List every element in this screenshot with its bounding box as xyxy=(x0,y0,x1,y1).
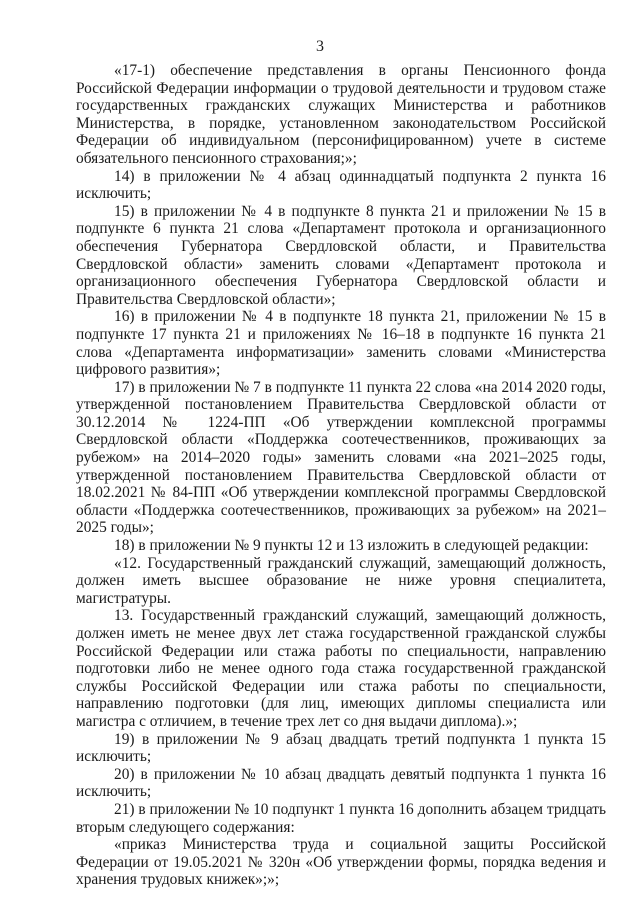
paragraph-20: 20) в приложении № 10 абзац двадцать девятый подпункта 1 пункта 16 исключить; xyxy=(76,765,606,801)
paragraph-14: 14) в приложении № 4 абзац одиннадцатый подпункта 2 пункта 16 исключить; xyxy=(76,167,606,203)
paragraph-21: 21) в приложении № 10 подпункт 1 пункта 16 дополнить абзацем тридцать вторым следующего содержания: xyxy=(76,800,606,836)
paragraph-18: 18) в приложении № 9 пункты 12 и 13 изложить в следующей редакции: xyxy=(114,537,589,555)
paragraph-16: 16) в приложении № 4 в подпункте 18 пункта 21, приложении № 15 в подпункте 17 пункта 21 и приложениях № 16–18 в подпункте 16 пункта 21 слова «Департамента информатизации» заменить словами «Министерства цифрового развития»; xyxy=(76,308,606,379)
paragraph-15: 15) в приложении № 4 в подпункте 8 пункта 21 и приложении № 15 в подпункте 6 пункта 21 слова «Департамент протокола и организационного обеспечения Губернатора Свердловской области, и Правительства Свердловской области» заменить словами «Департамент протокола и организационного обеспечения Губернатора Свердловской области и Правительства Свердловской области»; xyxy=(76,202,606,308)
paragraph-17-1: «17-1) обеспечение представления в органы Пенсионного фонда Российской Федерации информации о трудовой деятельности и трудовом стаже государственных гражданских служащих Министерства и работников Министерства, в порядке, установленном законодательством Российской Федерации об индивидуальном (персонифицированном) учете в системе обязательного пенсионного страхования;»; xyxy=(76,62,606,167)
paragraph-18-item-13: 13. Государственный гражданский служащий, замещающий должность, должен иметь не менее двух лет стажа государственной гражданской службы Российской Федерации или стажа работы по специальности, направлению подготовки либо не менее одного года стажа государственной гражданской службы Российской Федерации или стажа работы по специальности, направлению подготовки (для лиц, имеющих дипломы специалиста или магистра с отличием, в течение трех лет со дня выдачи диплома).»; xyxy=(76,607,606,730)
paragraph-17: 17) в приложении № 7 в подпункте 11 пункта 22 слова «на 2014 2020 годы, утвержденной постановлением Правительства Свердловской области от 30.12.2014 № 1224-ПП «Об утверждении комплексной программы Свердловской области «Поддержка соотечественников, проживающих за рубежом» на 2014–2020 годы» заменить словами «на 2021–2025 годы, утвержденной постановлением Правительства Свердловской области от 18.02.2021 № 84-ПП «Об утверждении комплексной программы Свердловской области «Поддержка соотечественников, проживающих за рубежом» на 2021–2025 годы»; xyxy=(76,378,606,537)
paragraph-21-quote: «приказ Министерства труда и социальной защиты Российской Федерации от 19.05.2021 № 320н «Об утверждении формы, порядка ведения и хранения трудовых книжек»;»; xyxy=(76,836,606,889)
paragraph-19: 19) в приложении № 9 абзац двадцать третий подпункта 1 пункта 15 исключить; xyxy=(76,730,606,766)
paragraph-18-item-12: «12. Государственный гражданский служащий, замещающий должность, должен иметь высшее образование не ниже уровня специалитета, магистратуры. xyxy=(76,554,606,607)
page-number: 3 xyxy=(316,38,324,55)
document-body xyxy=(76,62,606,889)
